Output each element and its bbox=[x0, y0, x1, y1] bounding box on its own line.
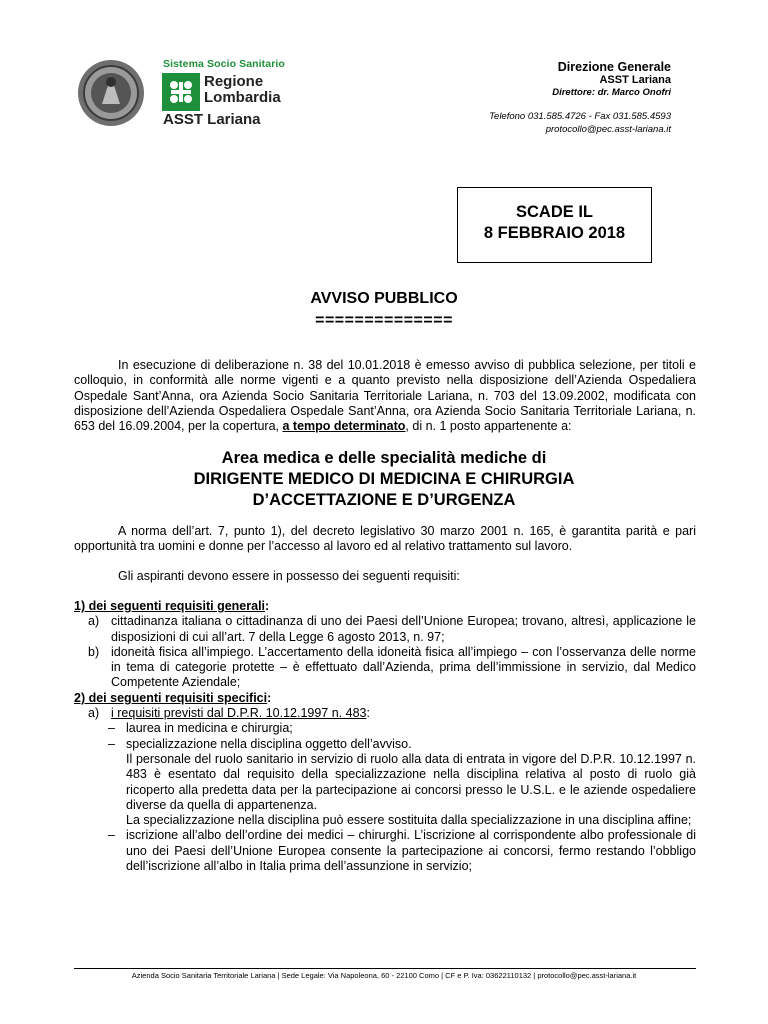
asst-label: ASST Lariana bbox=[599, 74, 671, 86]
specific-heading-text: 2) dei seguenti requisiti specifici bbox=[74, 690, 268, 705]
list-item bbox=[74, 645, 696, 691]
regione-lombardia-icon bbox=[162, 73, 200, 111]
item-text: i requisiti previsti dal D.P.R. 10.12.1997 n. 483 bbox=[111, 706, 367, 721]
intro-paragraph bbox=[74, 358, 696, 434]
footer-divider bbox=[74, 968, 696, 969]
item-note: La specializzazione nella disciplina può essere sostituita dalla specializzazione in una disciplina affine; bbox=[126, 813, 692, 828]
list-item bbox=[74, 737, 696, 752]
item-text: laurea in medicina e chirurgia; bbox=[126, 721, 293, 736]
list-item: a) i requisiti previsti dal D.P.R. 10.12.1997 n. 483: bbox=[74, 706, 696, 721]
item-text: specializzazione nella disciplina oggetto dell’avviso. bbox=[126, 736, 412, 751]
brand-name bbox=[204, 74, 281, 106]
deadline-line-1: SCADE IL bbox=[515, 203, 593, 221]
requirements-intro bbox=[74, 569, 696, 584]
brand-line-2: Lombardia bbox=[204, 89, 281, 106]
position-line-1: Area medica e delle specialità mediche di bbox=[221, 449, 547, 467]
specific-requirements-heading: 2) dei seguenti requisiti specifici: bbox=[74, 690, 272, 705]
general-requirements-heading: 1) dei seguenti requisiti generali: bbox=[74, 599, 270, 613]
brand-system-label: Sistema Socio Sanitario bbox=[163, 58, 285, 70]
requirements-list bbox=[74, 599, 696, 874]
item-label: a) bbox=[88, 614, 100, 629]
intro-text-end: , di n. 1 posto appartenente a: bbox=[405, 419, 572, 434]
brand-line-1: Regione bbox=[204, 73, 264, 90]
intro-text: In esecuzione di deliberazione n. 38 del 10.01.2018 è emesso avviso di pubblica selezione, per titoli e colloquio, in conformità alle norme vigenti e a quanto previsto nella disposizione dell’Azienda Ospedaliera Ospedale Sant’Anna, ora Azienda Socio Sanitaria Territoriale Lariana, n. 703 del 13.09.2002, modificata con disposizione dell’Azienda Ospedaliera Ospedale Sant’Anna, ora Azienda Socio Sanitaria Territoriale Lariana, n. 653 del 16.09.2004, per la copertura, bbox=[74, 358, 696, 434]
item-text: iscrizione all’albo dell’ordine dei medici – chirurghi. L’iscrizione al corrispondente albo professionale di uno dei Paesi dell’Unione Europea consente la partecipazione ai concorsi, fermo restando l’obbligo dell’iscrizione all’albo in Italia prima dell’assunzione in servizio; bbox=[126, 828, 696, 874]
direction-label: Direzione Generale bbox=[557, 60, 671, 74]
general-heading-text: 1) dei seguenti requisiti generali bbox=[74, 599, 266, 613]
item-label: b) bbox=[88, 644, 100, 659]
footer-text: Azienda Socio Sanitaria Territoriale Lariana | Sede Legale: Via Napoleona, 60 - 22100 Como | CF e P. Iva: 03622110132 | protocollo@pec.asst-lariana.it bbox=[131, 971, 637, 980]
deadline-date: 8 FEBBRAIO 2018 bbox=[483, 224, 626, 242]
item-note: Il personale del ruolo sanitario in servizio di ruolo alla data di entrata in vigore del D.P.R. 10.12.1997 n. 483 è esentato dal requisito della specializzazione nella disciplina relativa al posto di ruolo già ricoperto alla predetta data per la partecipazione ai concorsi presso le U.S.L. e le aziende ospedaliere diverse da quella di appartenenza. bbox=[126, 751, 696, 812]
page-title: AVVISO PUBBLICO bbox=[310, 290, 458, 307]
list-item bbox=[74, 828, 696, 874]
equality-text: A norma dell’art. 7, punto 1), del decreto legislativo 30 marzo 2001 n. 165, è garantita parità e pari opportunità tra uomini e donne per l’accesso al lavoro ed al relativo trattamento sul lavoro. bbox=[74, 524, 696, 554]
deadline-box bbox=[457, 187, 652, 263]
seal-logo bbox=[76, 58, 146, 128]
item-label: a) bbox=[88, 706, 100, 721]
equality-paragraph bbox=[74, 524, 696, 555]
dash-bullet: – bbox=[108, 721, 115, 736]
position-title bbox=[0, 448, 768, 511]
list-item bbox=[74, 721, 696, 736]
brand-asst-label: ASST Lariana bbox=[163, 111, 261, 128]
phone-fax: Telefono 031.585.4726 - Fax 031.585.4593 bbox=[489, 111, 671, 122]
contact-email[interactable]: protocollo@pec.asst-lariana.it bbox=[545, 124, 671, 135]
director-label: Direttore: dr. Marco Onofri bbox=[552, 87, 671, 98]
position-line-3: D’ACCETTAZIONE E D’URGENZA bbox=[252, 491, 516, 509]
position-line-2: DIRIGENTE MEDICO DI MEDICINA E CHIRURGIA bbox=[193, 470, 575, 488]
title-underline: ============== bbox=[315, 312, 453, 329]
intro-emphasis: a tempo determinato bbox=[282, 419, 406, 434]
item-text: cittadinanza italiana o cittadinanza di uno dei Paesi dell’Unione Europea; trovano, altresì, applicazione le disposizioni di cui all’art. 7 della Legge 6 agosto 2013, n. 97; bbox=[111, 614, 696, 644]
dash-bullet: – bbox=[108, 828, 115, 843]
item-text: idoneità fisica all’impiego. L’accertamento della idoneità fisica all’impiego – con l’osservanza delle norme in tema di categorie protette – è effettuato dall’Azienda, prima dell’immissione in servizio, dal Medico Competente Aziendale; bbox=[111, 644, 696, 690]
list-item bbox=[74, 614, 696, 645]
requirements-intro-text: Gli aspiranti devono essere in possesso dei seguenti requisiti: bbox=[118, 569, 460, 583]
dash-bullet: – bbox=[108, 736, 115, 751]
